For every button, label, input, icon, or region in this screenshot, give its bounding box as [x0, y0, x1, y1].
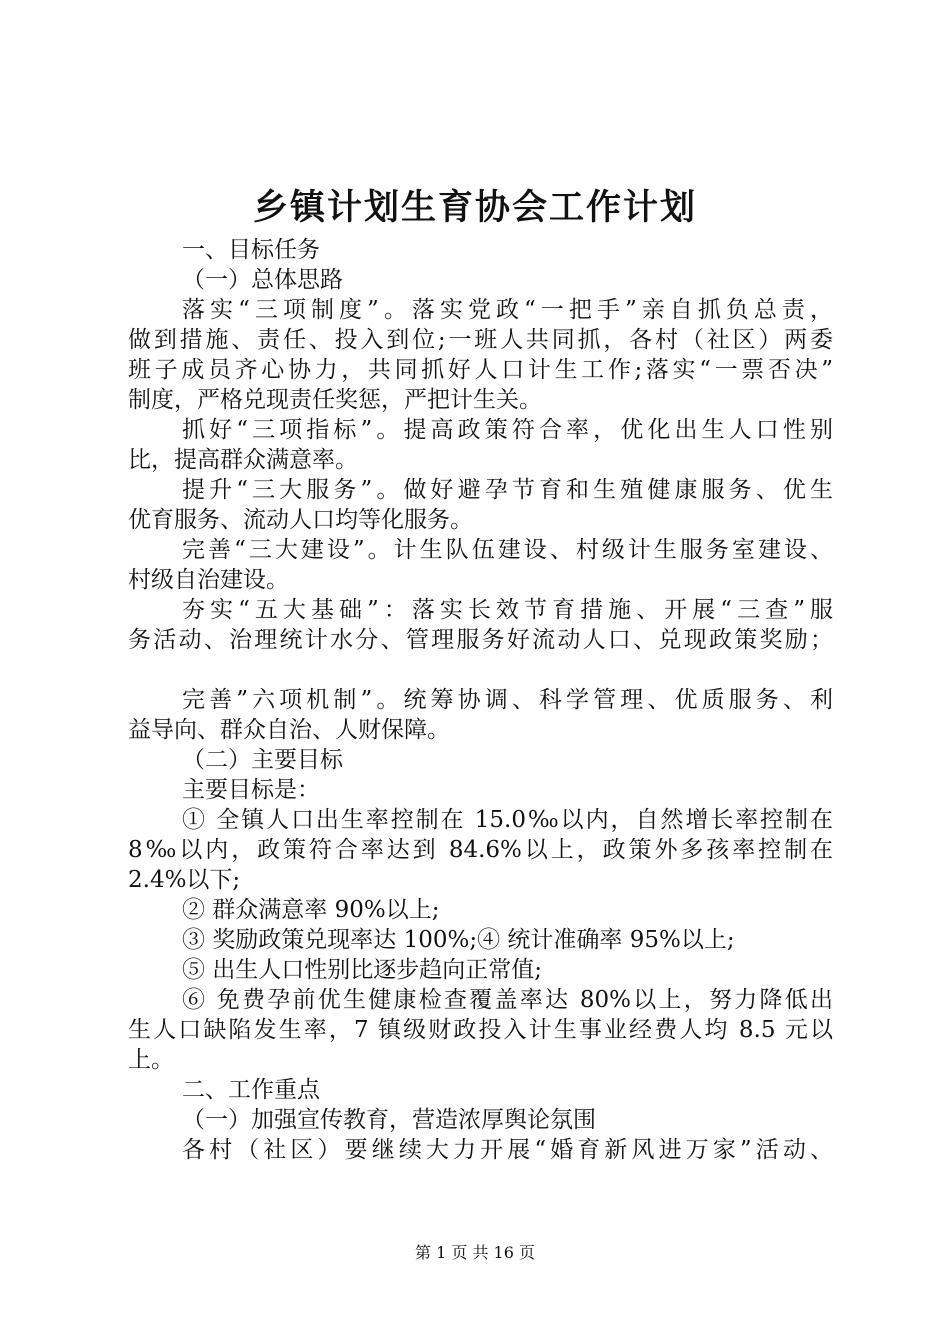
line-text: 一、目标任务 [182, 237, 320, 263]
line-text: 生人口缺陷发生率，7 镇级财政投入计生事业经费人均 8.5 元以 [128, 1017, 833, 1043]
line-text: 2.4%以下; [128, 867, 241, 893]
line-text: 制度，严格兑现责任奖惩，严把计生关。 [128, 387, 542, 413]
paragraph-line [128, 685, 833, 715]
paragraph-line [128, 535, 833, 565]
paragraph-line [128, 835, 833, 865]
line-text: ① 全镇人口出生率控制在 15.0‰以内，自然增长率控制在 [182, 807, 833, 833]
line-text: 做到措施、责任、投入到位;一班人共同抓，各村（社区）两委 [128, 327, 833, 353]
line-text: 完善“三大建设”。计生队伍建设、村级计生服务室建设、 [182, 537, 833, 563]
page-footer: 第 1 页 共 16 页 [415, 1243, 535, 1262]
paragraph-line [128, 1075, 833, 1105]
paragraph-line [128, 715, 833, 745]
paragraph-line [128, 445, 833, 475]
paragraph-line [128, 385, 833, 415]
line-text: 村级自治建设。 [128, 567, 289, 593]
paragraph-line [128, 775, 833, 805]
paragraph-line [128, 415, 833, 445]
paragraph-line [128, 265, 833, 295]
document-body [128, 235, 833, 1165]
paragraph-line [128, 955, 833, 985]
line-text: ③ 奖励政策兑现率达 100%;④ 统计准确率 95%以上; [182, 927, 735, 953]
paragraph-line [128, 865, 833, 895]
line-text: （一）加强宣传教育，营造浓厚舆论氛围 [182, 1107, 596, 1133]
paragraph-line [128, 895, 833, 925]
paragraph-line [128, 655, 833, 685]
paragraph-line [128, 235, 833, 265]
line-text: 提升“三大服务”。做好避孕节育和生殖健康服务、优生 [182, 477, 833, 503]
line-text: 优育服务、流动人口均等化服务。 [128, 507, 473, 533]
line-text: 比，提高群众满意率。 [128, 447, 358, 473]
line-text: 班子成员齐心协力，共同抓好人口计生工作;落实“一票否决” [128, 357, 833, 383]
line-text: 益导向、群众自治、人财保障。 [128, 717, 450, 743]
line-text: 抓好“三项指标”。提高政策符合率，优化出生人口性别 [182, 417, 833, 443]
line-text: 夯实“五大基础”：落实长效节育措施、开展“三查”服 [182, 597, 833, 623]
paragraph-line [128, 1135, 833, 1165]
line-text: 二、工作重点 [182, 1077, 320, 1103]
line-text: 主要目标是： [182, 777, 320, 803]
line-text: ⑤ 出生人口性别比逐步趋向正常值; [182, 957, 543, 983]
paragraph-line [128, 745, 833, 775]
paragraph-line [128, 595, 833, 625]
paragraph-line [128, 355, 833, 385]
line-text: 落实“三项制度”。落实党政“一把手”亲自抓负总责， [182, 297, 833, 323]
line-text: 完善”六项机制”。统筹协调、科学管理、优质服务、利 [182, 687, 833, 713]
paragraph-line [128, 1105, 833, 1135]
line-text: 上。 [128, 1047, 174, 1073]
line-text: 务活动、治理统计水分、管理服务好流动人口、兑现政策奖励； [128, 627, 833, 653]
line-text: 8‰以内，政策符合率达到 84.6%以上，政策外多孩率控制在 [128, 837, 833, 863]
line-text: （一）总体思路 [182, 267, 343, 293]
paragraph-line [128, 925, 833, 955]
line-text: （二）主要目标 [182, 747, 343, 773]
paragraph-line [128, 295, 833, 325]
paragraph-line [128, 475, 833, 505]
paragraph-line [128, 625, 833, 655]
line-text: 各村（社区）要继续大力开展“婚育新风进万家”活动、 [182, 1137, 833, 1163]
paragraph-line [128, 505, 833, 535]
document-title: 乡镇计划生育协会工作计划 [252, 188, 697, 228]
paragraph-line [128, 565, 833, 595]
line-text: ② 群众满意率 90%以上; [182, 897, 440, 923]
paragraph-line [128, 985, 833, 1015]
paragraph-line [128, 325, 833, 355]
line-text: ⑥ 免费孕前优生健康检查覆盖率达 80%以上，努力降低出 [182, 987, 833, 1013]
paragraph-line [128, 805, 833, 835]
paragraph-line [128, 1015, 833, 1045]
paragraph-line [128, 1045, 833, 1075]
